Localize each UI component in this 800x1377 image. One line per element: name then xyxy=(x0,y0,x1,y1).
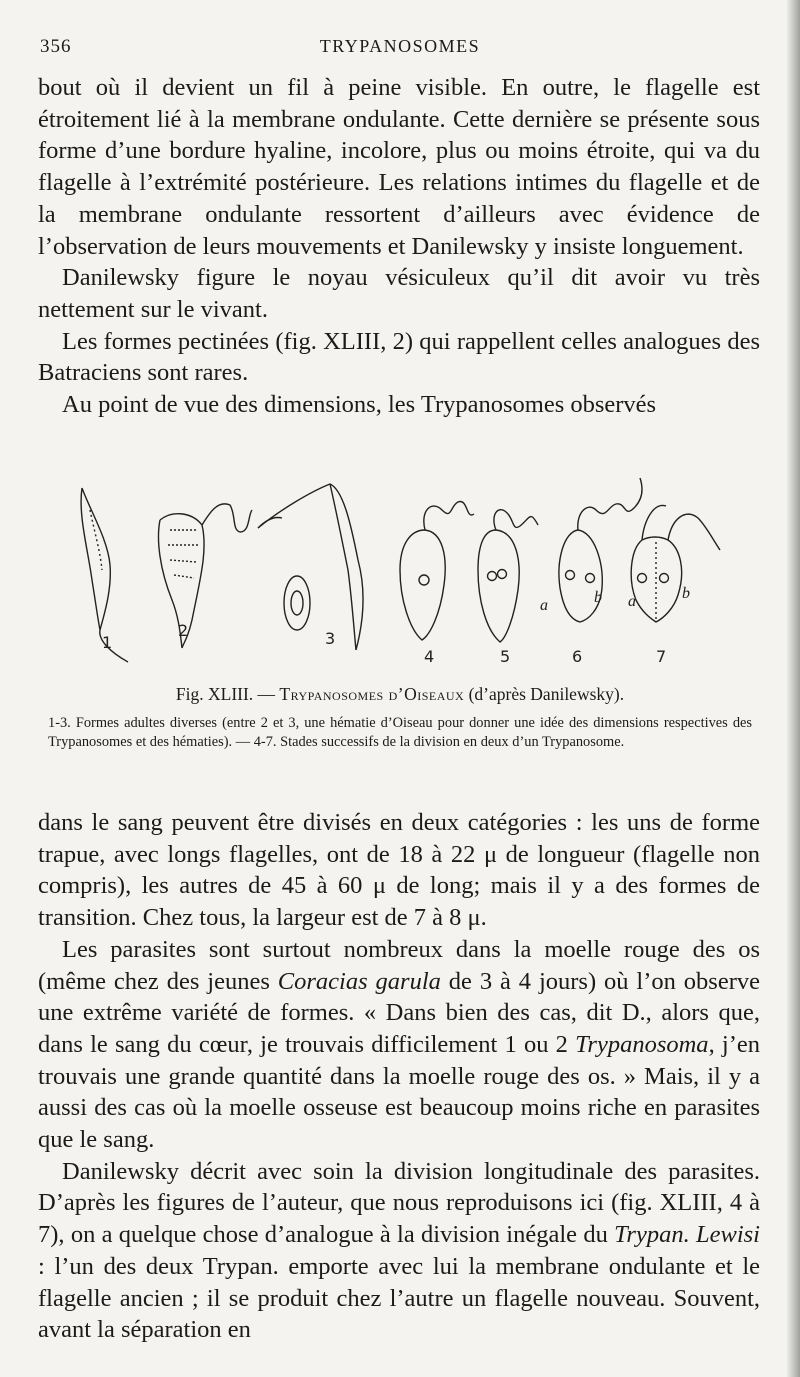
paragraph: bout où il devient un fil à peine visible. En outre, le flagelle est étroitement lié à la membrane ondulante. Cette dernière se présente sous forme d’une bordure hyaline, incolore, plus ou moins étroite, qui va du flagelle à l’extrémité postérieure. Les relations intimes du flagelle et de la membrane ondulante ressortent d’ailleurs avec évidence de l’observation de leurs mouvements et Danilewsky y insiste longuement. xyxy=(38,74,760,260)
trypanosome-illustration xyxy=(60,470,760,675)
figure-letter-a: a xyxy=(540,597,548,614)
text-run: : l’un des deux Trypan. emporte avec lui la membrane ondulante et le flagelle ancien ; il se produit chez l’autre un flagelle nouveau. Souvent, avant la séparation en xyxy=(38,1252,760,1344)
figure-caption-title xyxy=(0,684,800,705)
figure-number-6: 6 xyxy=(572,647,583,666)
species-name: Coracias garula xyxy=(277,967,441,995)
paragraph xyxy=(38,934,760,1156)
trypanosome-form-5 xyxy=(478,530,519,642)
erythrocyte xyxy=(284,576,310,630)
figure-number-3: 3 xyxy=(325,629,336,648)
page-number: 356 xyxy=(40,36,72,57)
figure-xliii xyxy=(60,470,760,675)
text-run: Danilewsky décrit avec soin la division longitudinale des parasites. D’après les figures de l’auteur, que nous reproduisons ici (fig. XLIII, 4 à 7), on a quelque chose d’analogue à la division inégale du xyxy=(38,1157,760,1249)
figure-number-7: 7 xyxy=(656,647,667,666)
page-header xyxy=(40,36,760,62)
caption-title-smallcaps: Trypanosomes d’Oiseaux xyxy=(279,684,465,704)
figure-number-4: 4 xyxy=(424,647,435,666)
text-block-top xyxy=(38,72,760,421)
genus-name: Trypanosoma xyxy=(575,1030,709,1058)
trypanosome-form-3 xyxy=(258,484,363,650)
figure-number-1: 1 xyxy=(102,633,113,652)
text-run: , j’en trouvais une grande quantité dans la moelle rouge des os. » Mais, il y a aussi des cas où la moelle osseuse est beaucoup moins riche en parasites que le sang. xyxy=(38,1030,760,1154)
caption-prefix: Fig. XLIII. — xyxy=(175,684,280,704)
paragraph: Au point de vue des dimensions, les Trypanosomes observés xyxy=(62,391,657,419)
figure-letter-b: b xyxy=(594,589,602,606)
figure-letter-b: b xyxy=(682,585,690,602)
figure-number-5: 5 xyxy=(500,647,511,666)
figure-number-2: 2 xyxy=(178,621,189,640)
figure-letter-a: a xyxy=(628,593,636,610)
text-block-bottom xyxy=(38,807,760,1346)
paragraph: dans le sang peuvent être divisés en deux catégories : les uns de forme trapue, avec longs flagelles, ont de 18 à 22 μ de longueur (flagelle non compris), les autres de 45 à 60 μ de long; mais il y a des formes de transition. Chez tous, la largeur est de 7 à 8 μ. xyxy=(38,809,760,932)
figure-caption-note: 1-3. Formes adultes diverses (entre 2 et 3, une hématie d’Oiseau pour donner une idée des dimensions respectives des Trypanosomes et des hématies). — 4-7. Stades successifs de la division en deux d’un Trypanosome. xyxy=(48,715,752,750)
running-title: TRYPANOSOMES xyxy=(319,36,481,56)
genus-name: Trypan. Lewisi xyxy=(614,1221,760,1249)
paragraph: Danilewsky figure le noyau vésiculeux qu’il dit avoir vu très nettement sur le vivant. xyxy=(38,264,760,323)
text-run: de 3 à 4 jours) où l’on observe une extrême variété de formes. « Dans bien des cas, dit D., alors que, dans le sang du cœur, je trouvais difficilement 1 ou 2 xyxy=(38,967,760,1058)
caption-suffix: (d’après Danilewsky). xyxy=(464,684,625,704)
trypanosome-form-7 xyxy=(631,537,681,622)
paragraph xyxy=(38,1156,760,1346)
paragraph: Les formes pectinées (fig. XLIII, 2) qui rappellent celles analogues des Batraciens sont rares. xyxy=(38,327,760,387)
text-run: Les parasites sont surtout nombreux dans la moelle rouge des os (même chez des jeunes xyxy=(38,935,760,995)
